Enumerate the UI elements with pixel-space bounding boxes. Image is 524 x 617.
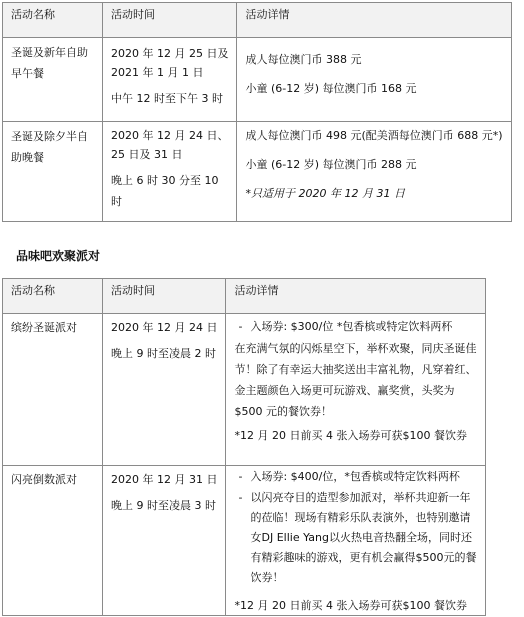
table-header-row [3, 279, 486, 314]
header-event-time: 活动时间 [103, 3, 237, 38]
header-event-name: 活动名称 [3, 3, 103, 38]
header-event-details: 活动详情 [226, 279, 486, 314]
event-name [3, 122, 103, 222]
event-time-line: 2020 年 12 月 24 日、 [111, 129, 229, 142]
header-event-name: 活动名称 [3, 279, 103, 314]
table-header-row [3, 3, 512, 38]
table-row [3, 314, 486, 466]
event-time-line: 25 日及 31 日 [111, 148, 183, 161]
price-adult: 成人每位澳门币 498 元(配美酒每位澳门币 688 元*) [245, 129, 503, 142]
table-row [3, 38, 512, 122]
date-note: *只适用于 2020 年 12 月 31 日 [245, 187, 405, 200]
event-time-line: 2020 年 12 月 25 日及 [111, 47, 229, 60]
ticket-price-bullet: - 入场券: $300/位 *包香槟或特定饮料两杯 [234, 318, 477, 336]
event-time [103, 314, 226, 466]
price-adult: 成人每位澳门币 388 元 [245, 53, 362, 66]
table-row [3, 122, 512, 222]
event-details [237, 122, 511, 222]
table-row [3, 466, 486, 616]
event-time-line: 晚上 6 时 30 分至 10 时 [111, 174, 219, 208]
event-time-line: 2020 年 12 月 31 日 [111, 473, 218, 486]
ticket-price-bullet: - 入场券: $400/位，*包香槟或特定饮料两杯 [234, 468, 477, 486]
event-details [237, 38, 511, 122]
event-time-line: 晚上 9 时至凌晨 3 时 [111, 499, 216, 512]
event-name [3, 38, 103, 122]
event-name-text: 圣诞及除夕半自助晚餐 [11, 130, 88, 164]
price-child: 小童 (6-12 岁) 每位澳门币 288 元 [245, 158, 417, 171]
event-time [103, 466, 226, 616]
event-time [103, 122, 237, 222]
event-name-text: 闪亮倒数派对 [11, 473, 77, 486]
early-bird-note: *12 月 20 日前买 4 张入场券可获$100 餐饮券 [234, 429, 467, 442]
price-child: 小童 (6-12 岁) 每位澳门币 168 元 [245, 82, 417, 95]
event-time-line: 2021 年 1 月 1 日 [111, 66, 204, 79]
party-events-table [2, 278, 486, 616]
event-description: - 以闪亮夺目的造型参加派对，举杯共迎新一年的莅临！现场有精彩乐队表演外，也特别邀请女DJ Ellie Yang以火热电音热翻全场，同时还有精彩趣味的游戏，更有机会赢得$500元的餐饮券！ [234, 488, 477, 588]
event-name [3, 466, 103, 616]
event-name [3, 314, 103, 466]
event-time-line: 晚上 9 时至凌晨 2 时 [111, 347, 216, 360]
event-description: 在充满气氛的闪烁星空下，举杯欢聚，同庆圣诞佳节！除了有幸运大抽奖送出丰富礼物，凡穿着红、金主题颜色入场更可玩游戏、赢奖赏，头奖为$500 元的餐饮券！ [234, 342, 477, 418]
section-title: 品味吧欢聚派对 [16, 249, 101, 263]
event-name-text: 圣诞及新年自助早午餐 [11, 46, 88, 80]
event-details [226, 466, 486, 616]
event-time-line: 中午 12 时至下午 3 时 [111, 92, 223, 105]
event-name-text: 缤纷圣诞派对 [11, 321, 77, 334]
event-time [103, 38, 237, 122]
early-bird-note: *12 月 20 日前买 4 张入场券可获$100 餐饮券 [234, 599, 467, 612]
buffet-events-table [2, 2, 512, 222]
header-event-details: 活动详情 [237, 3, 511, 38]
header-event-time: 活动时间 [103, 279, 226, 314]
event-details [226, 314, 486, 466]
event-time-line: 2020 年 12 月 24 日 [111, 321, 218, 334]
